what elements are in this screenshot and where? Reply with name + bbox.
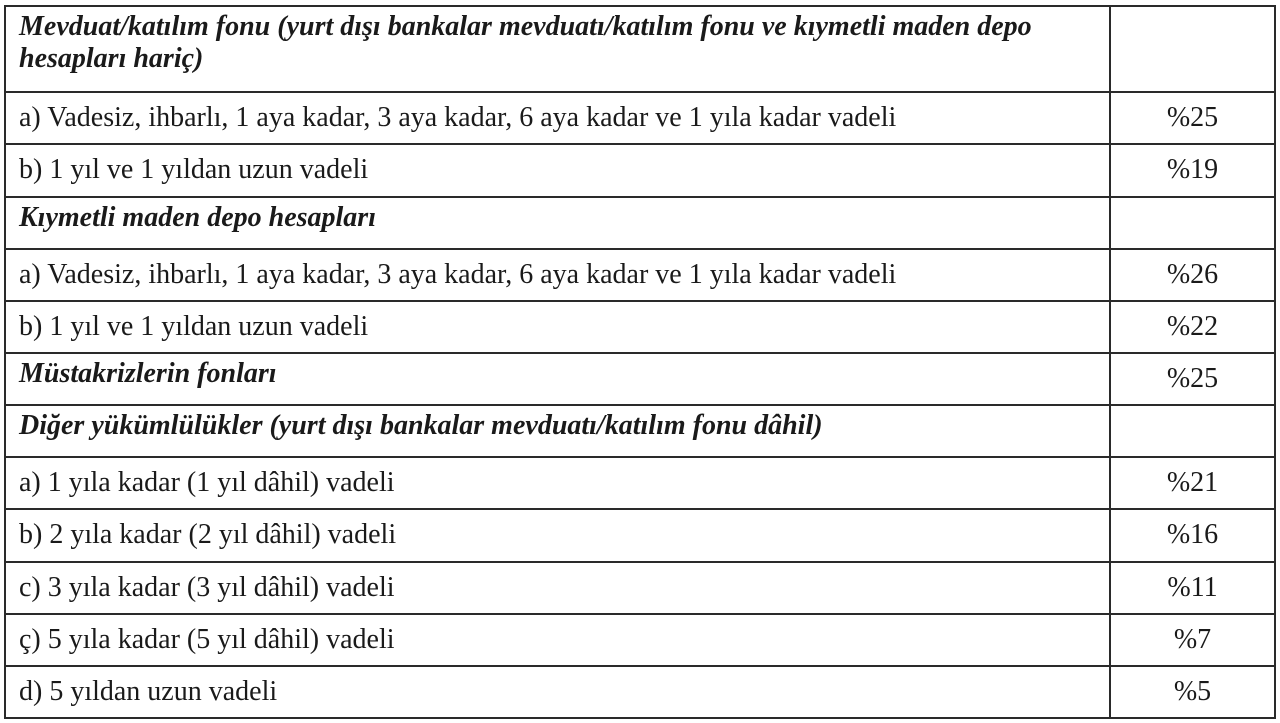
table-row	[5, 301, 1275, 353]
table-row	[5, 249, 1275, 301]
row-rate: %22	[1110, 301, 1275, 353]
row-label: Mevduat/katılım fonu (yurt dışı bankalar mevduatı/katılım fonu ve kıymetli maden depo hesapları hariç)	[5, 6, 1110, 92]
table-row	[5, 353, 1275, 405]
row-label: Diğer yükümlülükler (yurt dışı bankalar mevduatı/katılım fonu dâhil)	[5, 405, 1110, 457]
row-rate	[1110, 197, 1275, 249]
table-row	[5, 562, 1275, 614]
row-label: a) 1 yıla kadar (1 yıl dâhil) vadeli	[5, 457, 1110, 509]
row-rate: %26	[1110, 249, 1275, 301]
row-rate: %7	[1110, 614, 1275, 666]
row-rate: %21	[1110, 457, 1275, 509]
row-label: d) 5 yıldan uzun vadeli	[5, 666, 1110, 718]
row-label: b) 1 yıl ve 1 yıldan uzun vadeli	[5, 301, 1110, 353]
row-rate: %25	[1110, 92, 1275, 144]
row-label: ç) 5 yıla kadar (5 yıl dâhil) vadeli	[5, 614, 1110, 666]
table-row	[5, 6, 1275, 92]
table-row	[5, 197, 1275, 249]
row-rate: %16	[1110, 509, 1275, 561]
row-label: a) Vadesiz, ihbarlı, 1 aya kadar, 3 aya kadar, 6 aya kadar ve 1 yıla kadar vadeli	[5, 92, 1110, 144]
row-label: a) Vadesiz, ihbarlı, 1 aya kadar, 3 aya kadar, 6 aya kadar ve 1 yıla kadar vadeli	[5, 249, 1110, 301]
table-row	[5, 457, 1275, 509]
row-label: c) 3 yıla kadar (3 yıl dâhil) vadeli	[5, 562, 1110, 614]
table-row	[5, 509, 1275, 561]
reserve-ratio-table-container	[4, 5, 1274, 719]
reserve-ratio-table	[4, 5, 1276, 719]
row-rate: %11	[1110, 562, 1275, 614]
table-row	[5, 614, 1275, 666]
row-label: Müstakrizlerin fonları	[5, 353, 1110, 405]
row-label: Kıymetli maden depo hesapları	[5, 197, 1110, 249]
row-rate	[1110, 6, 1275, 92]
row-rate: %19	[1110, 144, 1275, 196]
row-rate	[1110, 405, 1275, 457]
row-label: b) 2 yıla kadar (2 yıl dâhil) vadeli	[5, 509, 1110, 561]
row-rate: %25	[1110, 353, 1275, 405]
row-label: b) 1 yıl ve 1 yıldan uzun vadeli	[5, 144, 1110, 196]
table-row	[5, 405, 1275, 457]
row-rate: %5	[1110, 666, 1275, 718]
table-row	[5, 92, 1275, 144]
table-row	[5, 666, 1275, 718]
table-row	[5, 144, 1275, 196]
